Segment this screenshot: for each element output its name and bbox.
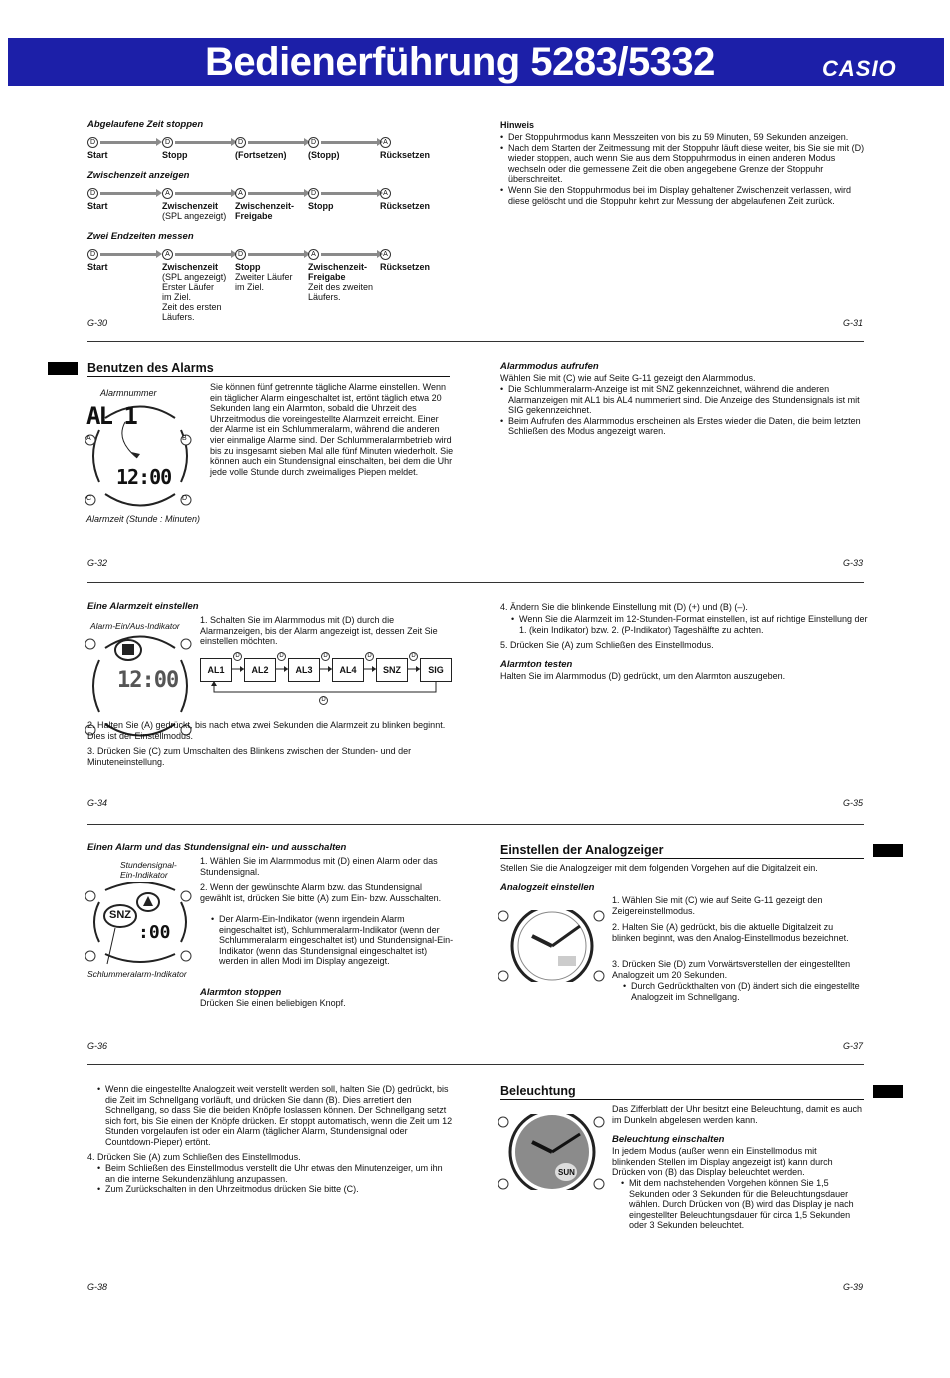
note-list [500,132,870,206]
button-d-icon: D [365,652,374,661]
button-d-icon: D [235,137,246,148]
flow-stop-time [87,135,447,167]
page-number: G-39 [843,1282,864,1292]
flow-label: Stopp [162,150,188,160]
page-title: Bedienerführung 5283/5332 [205,40,715,84]
alarm-description: Sie können fünf getrennte tägliche Alarme einstellen. Wenn ein täglicher Alarm eingeschaltet ist, ertönt täglich etwa 20 Sekunden lang ein Alarmton, sobald die Uhrzeit des Uhrzeitmodus die voreingestellte Alarmzeit erreicht. Einer der Alarme ist ein Schlummeralarm, während die anderen vier einmalige Alarme sind. Der Schlummeralarmbetrieb wird bis zu insgesamt sieben Mal alle fünf Minuten wiederholt. Sie können auch ein Stundensignal einschalten, bei dem die Uhr jede volle Stunde durch zweimaliges Piepen meldet. [210,382,454,477]
flow-label: Rücksetzen [380,150,431,160]
button-d-icon: D [308,137,319,148]
divider [87,582,864,583]
button-a-icon: A [86,435,91,442]
arrow-icon [248,141,304,144]
list-item: • Wenn die eingestellte Analogzeit weit verstellt werden soll, halten Sie (D) gedrückt, bis die Zeit im Schnellgang vorläuft, und drücken Sie dann (B). Dies arretiert den Schnellgang, so dass Sie die beiden Knöpfe loslassen können. Der Schnellgang setzt sich fort, bis Sie einen der Knöpfe drücken. Er stoppt automatisch, wenn die Zeit um 12 Stunden vorgelaufen ist oder ein Alarm (täglicher Alarm, Stundensignal oder Countdown-Pieper) ertönt. [105,1084,455,1148]
set-alarm-step2: 2. Halten Sie (A) gedrückt, bis nach etwa zwei Sekunden die Alarmzeit zu blinken beginnt. Dies ist der Einstellmodus. [87,720,446,741]
page-number: G-38 [87,1282,108,1292]
arrow-icon [100,253,156,256]
button-c-icon: C [86,495,92,502]
arrow-icon [321,141,377,144]
button-a-icon: A [308,249,319,260]
set-alarm-step5: 5. Drücken Sie (A) zum Schließen des Einstellmodus. [500,640,714,650]
lcd-set-time: 12:00 [117,668,179,693]
toggle-list [211,914,459,967]
flow-label: Zwischenzeit- [235,201,295,211]
analog-step4: 4. Drücken Sie (A) zum Schließen des Einstellmodus. [87,1152,301,1162]
label-alarm-number: Alarmnummer [100,388,157,398]
flow-label-note: Zeit des ersten Läufers. [162,302,222,322]
divider [87,824,864,825]
label-alarm-indicator: Alarm-Ein/Aus-Indikator [90,621,180,631]
section-marker [48,362,78,375]
list-item: • Der Stoppuhrmodus kann Messzeiten von bis zu 59 Minuten, 59 Sekunden anzeigen. [508,132,870,143]
subheading-split-time: Zwischenzeit anzeigen [87,170,190,181]
note-heading: Hinweis [500,120,535,130]
button-d-icon: D [182,495,188,502]
arrow-icon [321,192,377,195]
flow-label: Start [87,201,108,211]
flow-label: Zwischenzeit [162,262,219,272]
label-snooze-indicator: Schlummeralarm-Indikator [87,969,187,979]
list-item: • Mit dem nachstehenden Vorgehen können Sie 1,5 Sekunden oder 3 Sekunden für die Beleuchtungsdauer wählen. Durch Drücken von (B) wird das Display je nach eingestellter Beleuchtungsdauer für circa 1,5 Sekunden oder 3 Sekunden beleuchtet. [629,1178,870,1231]
flow-label-note: (SPL angezeigt) [162,211,227,221]
light-text: In jedem Modus (außer wenn ein Einstellmodus mit blinkenden Stellen im Display angezeigt ist) kann durch Drücken von (B) das Display beleuchtet werden. [612,1146,833,1178]
subheading-analog-set: Analogzeit einstellen [500,882,595,893]
page-number: G-31 [843,318,864,328]
section-heading: Benutzen des Alarms [87,361,214,375]
set-alarm-step3: 3. Drücken Sie (C) zum Umschalten des Blinkens zwischen der Stunden- und der Minuteneinstellung. [87,746,412,767]
arrow-icon [100,192,156,195]
button-d-icon: D [233,652,242,661]
lcd-snz: SNZ [109,909,131,921]
page-number: G-34 [87,798,108,808]
label-hourly-signal: Stundensignal-Ein-Indikator [120,860,177,880]
lcd-alarm-time: 12:00 [116,465,172,489]
alarm-mode-list [500,384,870,437]
flow-label: Stopp [235,262,261,272]
flow-label: Rücksetzen [380,201,431,211]
button-d-icon: D [409,652,418,661]
light-intro: Das Zifferblatt der Uhr besitzt eine Beleuchtung, damit es auch im Dunkeln abgelesen werden kann. [612,1104,862,1125]
page-number: G-33 [843,558,864,568]
button-d-icon: D [308,188,319,199]
divider [87,341,864,342]
test-alarm-text: Halten Sie im Alarmmodus (D) gedrückt, um den Alarmton auszugeben. [500,671,786,681]
button-d-icon: D [321,652,330,661]
fastforward-list [97,1084,455,1148]
flow-label: Freigabe [235,211,273,221]
arrow-icon [175,141,231,144]
button-a-icon: A [380,249,391,260]
flow-label: Start [87,150,108,160]
arrow-icon [100,141,156,144]
cycle-item: AL2 [244,658,276,682]
subheading-set-alarm: Eine Alarmzeit einstellen [87,601,199,612]
list-item: • Durch Gedrückthalten von (D) ändert sich die eingestellte Analogzeit im Schnellgang. [631,981,870,1002]
button-d-icon: D [87,188,98,199]
exit-list [97,1163,455,1195]
arrow-icon [248,192,304,195]
flow-label: Stopp [308,201,334,211]
section-heading: Beleuchtung [500,1084,576,1098]
light-watch-diagram [498,1112,606,1194]
button-d-icon: D [277,652,286,661]
lcd-toggle-time: :00 [138,922,171,943]
analog-step2: 2. Halten Sie (A) gedrückt, bis die aktuelle Digitalzeit zu blinken beginnt, was den Analog-Einstellmodus bezeichnet. [612,922,849,943]
button-a-icon: A [380,188,391,199]
arrow-icon [321,253,377,256]
button-d-icon: D [319,696,328,705]
page-number: G-37 [843,1041,864,1051]
set-alarm-step1: 1. Schalten Sie im Alarmmodus mit (D) durch die Alarmanzeigen, bis der Alarm angezeigt ist, dessen Zeit Sie einstellen möchten. [200,615,438,647]
heading-underline [500,858,864,859]
list-item: • Wenn Sie den Stoppuhrmodus bei im Display gehaltener Zwischenzeit verlassen, wird diese gelöscht und die Stoppuhr kehrt zur Messung der abgelaufenen Zeit zurück. [508,185,870,206]
button-d-icon: D [87,137,98,148]
button-a-icon: A [235,188,246,199]
flow-label: (Fortsetzen) [235,150,287,160]
subheading-stop-time: Abgelaufene Zeit stoppen [87,119,204,130]
heading-underline [500,1099,864,1100]
button-d-icon: D [235,249,246,260]
page-number: G-30 [87,318,108,328]
stop-alarm-text: Drücken Sie einen beliebigen Knopf. [200,998,346,1008]
flow-label: Zwischenzeit [162,201,219,211]
page-number: G-35 [843,798,864,808]
subheading-light-on: Beleuchtung einschalten [612,1134,725,1145]
section-marker [873,1085,903,1098]
subheading-two-finish: Zwei Endzeiten messen [87,231,194,242]
button-d-icon: D [162,137,173,148]
cycle-item: AL1 [200,658,232,682]
button-a-icon: A [162,249,173,260]
analog-intro: Stellen Sie die Analogzeiger mit dem folgenden Vorgehen auf die Digitalzeit ein. [500,863,818,873]
list-item: • Zum Zurückschalten in den Uhrzeitmodus drücken Sie bitte (C). [105,1184,455,1195]
subheading-alarm-mode: Alarmmodus aufrufen [500,361,599,372]
button-d-icon: D [87,249,98,260]
flow-label-note: Zweiter Läufer im Ziel. [235,272,293,292]
flow-label: Zwischenzeit- [308,262,368,272]
analog-list [623,981,870,1002]
list-item: • Nach dem Starten der Zeitmessung mit der Stoppuhr läuft diese weiter, bis Sie sie mit (D) wieder stoppen, auch wenn Sie aus dem Stoppuhrmodus in einen anderen Modus wechseln oder die gemessene Zeit die oben angegebene Grenze der Stoppuhr überschreitet. [508,143,870,185]
cycle-item: AL4 [332,658,364,682]
set-alarm-step4: 4. Ändern Sie die blinkende Einstellung mit (D) (+) und (B) (–). [500,602,748,612]
toggle-step2: 2. Wenn der gewünschte Alarm bzw. das Stundensignal gewählt ist, drücken Sie bitte (A) zum Ein- bzw. Ausschalten. [200,882,442,903]
cycle-item: SNZ [376,658,408,682]
button-a-icon: A [162,188,173,199]
flow-label: Freigabe [308,272,346,282]
lcd-sun: SUN [558,1168,575,1177]
divider [87,1064,864,1065]
cycle-item: AL3 [288,658,320,682]
button-b-icon: B [182,435,187,442]
subheading-stop-alarm: Alarmton stoppen [200,987,282,998]
toggle-step1: 1. Wählen Sie im Alarmmodus mit (D) einen Alarm oder das Stundensignal. [200,856,438,877]
cycle-item: SIG [420,658,452,682]
subheading-toggle-alarm: Einen Alarm und das Stundensignal ein- und ausschalten [87,842,347,853]
flow-label-note: Zeit des zweiten Läufers. [308,282,374,302]
flow-label-note: Erster Läufer im Ziel. [162,282,215,302]
arrow-icon [248,253,304,256]
list-item: • Beim Schließen des Einstellmodus verstellt die Uhr etwas den Minutenzeiger, um ihn an die interne Sekundenzählung anzupassen. [105,1163,455,1184]
light-list [621,1178,870,1231]
page-number: G-32 [87,558,108,568]
flow-split-time [87,186,447,226]
page-number: G-36 [87,1041,108,1051]
button-a-icon: A [380,137,391,148]
flow-label: Start [87,262,108,272]
label-alarm-time: Alarmzeit (Stunde : Minuten) [86,514,201,524]
list-item: • Der Alarm-Ein-Indikator (wenn irgendein Alarm eingeschaltet ist), Schlummeralarm-Indikator (wenn der Schlummeralarm eingeschaltet ist) und Stundensignal-Ein-Indikator (wenn das Stundensignal eingeschaltet ist) werden in allen Modi im Display angezeigt. [219,914,459,967]
subheading-test-alarm: Alarmton testen [500,659,573,670]
arrow-icon [175,192,231,195]
alarm-mode-intro: Wählen Sie mit (C) wie auf Seite G-11 gezeigt den Alarmmodus. [500,373,756,383]
section-marker [873,844,903,857]
flow-two-finish [87,247,447,322]
step4-list [511,614,870,635]
arrow-icon [175,253,231,256]
flow-label-note: (SPL angezeigt) [162,272,227,282]
lcd-alarm-number: AL 1 [86,402,136,430]
list-item: • Beim Aufrufen des Alarmmodus erscheinen als Erstes wieder die Daten, die beim letzten Schließen des Modus angezeigt waren. [508,416,870,437]
flow-label: (Stopp) [308,150,340,160]
heading-underline [87,376,450,377]
list-item: • Wenn Sie die Alarmzeit im 12-Stunden-Format einstellen, ist auf richtige Einstellung der 1. (kein Indikator) bzw. 2. (P-Indikator) Tageshälfte zu achten. [519,614,870,635]
section-heading: Einstellen der Analogzeiger [500,843,664,857]
analog-watch-diagram [498,908,606,984]
list-item: • Die Schlummeralarm-Anzeige ist mit SNZ gekennzeichnet, während die anderen Alarmanzeigen mit AL1 bis AL4 nummeriert sind. Die Anzeige des Stundensignals ist mit SIG gekennzeichnet. [508,384,870,416]
brand-logo: CASIO [822,56,897,81]
analog-step1: 1. Wählen Sie mit (C) wie auf Seite G-11 gezeigt den Zeigereinstellmodus. [612,895,823,916]
analog-step3: 3. Drücken Sie (D) zum Vorwärtsverstellen der eingestellten Analogzeit um 20 Sekunden. [612,959,851,980]
flow-label: Rücksetzen [380,262,431,272]
alarm-cycle-diagram [200,655,450,705]
